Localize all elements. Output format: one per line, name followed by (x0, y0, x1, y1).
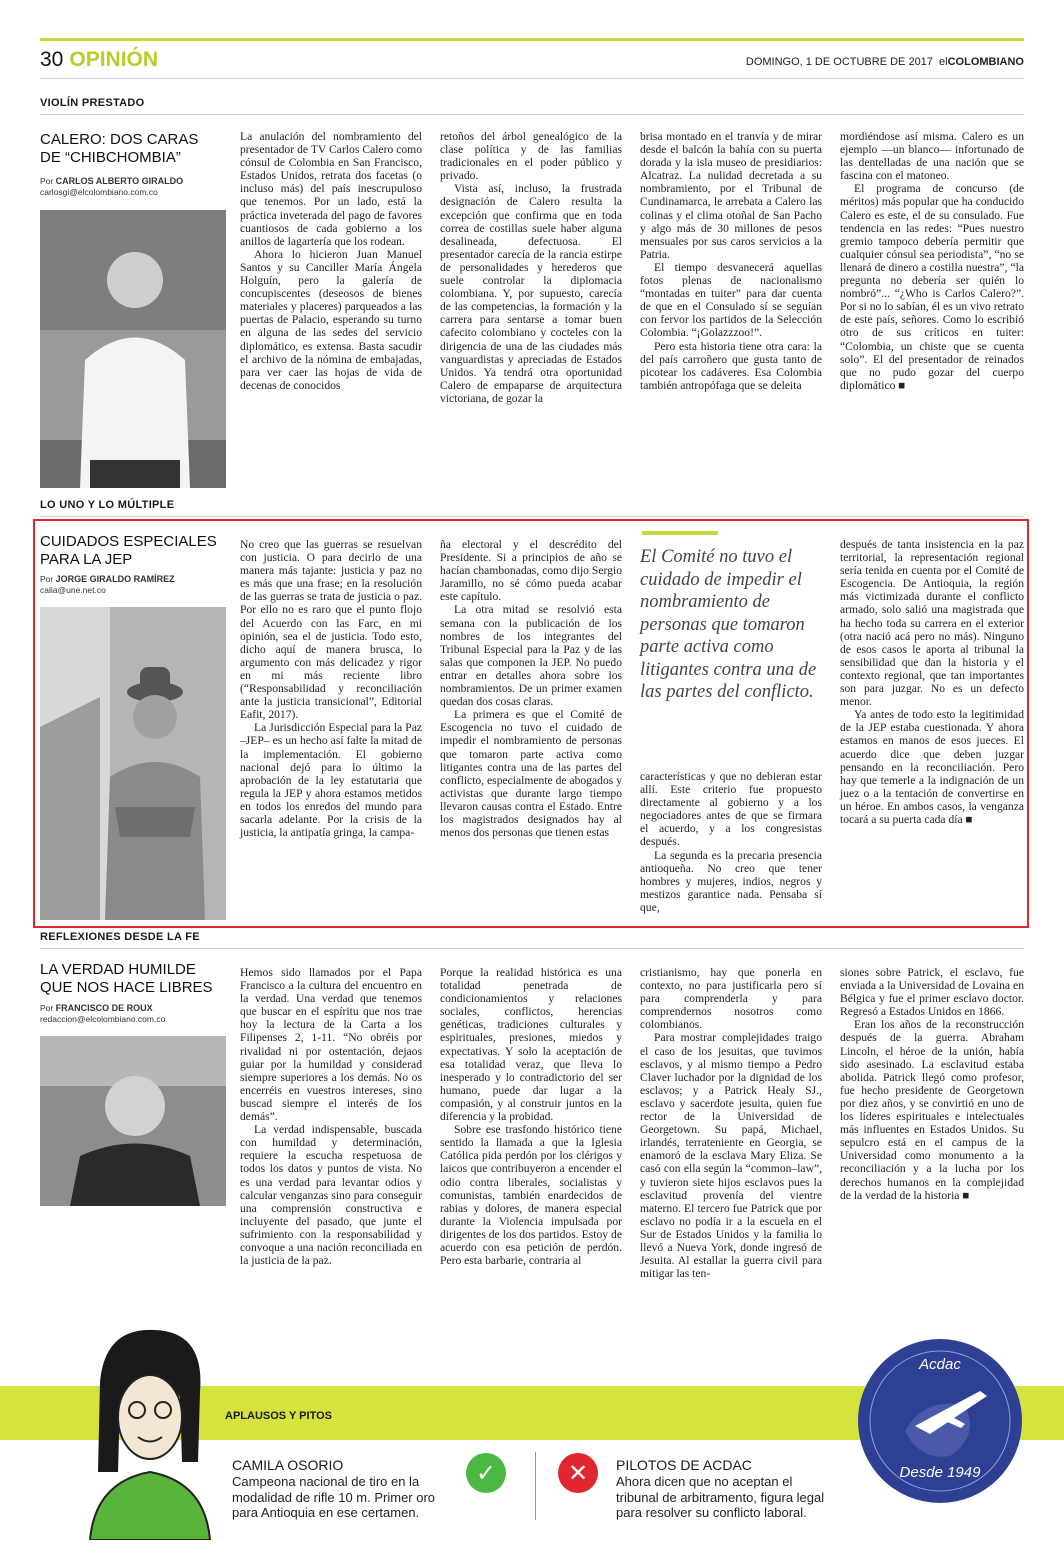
pull-quote: El Comité no tuvo el cuidado de impedir el nombramiento de personas que tomaron parte activa como litigantes contra una de las partes del conflicto. (640, 547, 817, 702)
column-separator (535, 1452, 536, 1520)
check-icon: ✓ (466, 1453, 506, 1493)
divider (40, 114, 1024, 115)
divider (40, 948, 1024, 949)
article2-column-2 (440, 538, 622, 839)
author-email[interactable]: carlosgi@elcolombiano.com.co (40, 187, 158, 197)
paragraph: Vista así, incluso, la frustrada designación de Calero resulta la excepción que confirma que en toda correa de costillas suele haber alguna desalineada, defectuosa. El presentador carecía de la rancia estirpe de personalidades y herederos que suele controlar la diplomacia colombiana. Y, por supuesto, carecía de las competencias, la formación y la carrera para sentarse a tomar buen cafecito colombiano y cocteles con la dirigencia de una de las ciudades más vanguardistas y apreciadas de Estados Unidos. Ya tendrá otra oportunidad Calero de empaparse de arquitectura victoriana, de gozar la (440, 182, 622, 405)
caricature-illustration (80, 1322, 220, 1540)
article2-column-3 (640, 770, 822, 914)
applause-label: APLAUSOS Y PITOS (225, 1410, 332, 1422)
portrait-image (40, 607, 226, 920)
applause-text: Campeona nacional de tiro en la modalidad de rifle 10 m. Primer oro para Antioquia en ese certamen. (232, 1474, 436, 1520)
paragraph: Ya antes de todo esto la legitimidad de la JEP estaba cuestionada. Y ahora estamos en manos de esos jueces. El acuerdo dice que deben juzgar pensando en la reconciliación. Pero hay que temerle a la indignación de un juez o a la tentación de convertirse en un héroe. En ambos casos, la venganza tocará a su puerta cada día ■ (840, 708, 1024, 826)
header-divider (40, 78, 1024, 79)
portrait-image (40, 210, 226, 488)
badge-top-text: Acdac (919, 1356, 961, 1373)
section-name: OPINIÓN (69, 48, 159, 71)
paragraph: La verdad indispensable, buscada con humildad y determinación, requiere la escucha respetuosa de todos los datos y puntos de vista. No es una verdad para levantar odios y calcular venganzas sino para conseguir una comprensión constructiva e incluyente del pasado, que junte el sufrimiento con la responsabilidad y convoque a una nación reconciliada en la justicia de la paz. (240, 1123, 422, 1268)
acdac-badge (855, 1336, 1025, 1506)
paragraph: El programa de concurso (de méritos) más popular que ha conducido Calero es este, el de su consulado. Fue tendencia en las redes: “Pues nuestro gremio tampoco debería permitir que cualquier cónsul sea periodista”, “no se llenará de dinero a costilla nuestra”, “la pregunta no debería ser quién lo nombró”... “¿Who is Carlos Calero?”. Por si no lo sabían, él es un vivo retrato de este país, señores. Como lo escribió otro de sus críticos en tuiter: “Colombia, un chiste que se cuenta solo”. El del presentador de reinados que no pudo gozar del cuerpo diplomático ■ (840, 182, 1024, 392)
paragraph: mordiéndose así misma. Calero es un ejemplo —un blanco— infortunado de las dentelladas de una nación que se fascina con el matoneo. (840, 130, 1024, 183)
paragraph: Ahora lo hicieron Juan Manuel Santos y su Canciller María Ángela Holguín, pero la galería de concupiscentes (deseosos de bienes materiales y placeres) parqueados a las puertas de Palacio, esperando su turno en alguna de las sedes del servicio diplomático, es extensa. Basta sacudir el archivo de la nómina de embajadas, para ver caer las hojas de vida de decenas de conocidos (240, 247, 422, 392)
dateline (746, 56, 1024, 68)
paper-prefix: el (939, 56, 948, 68)
paragraph: Eran los años de la reconstrucción después de la guerra. Abraham Lincoln, el héroe de la unión, había sido asesinado. La esclavitud estaba abolida. Patrick llegó como profesor, fue hecho presidente de Georgetown por diez años, y se convirtió en uno de los líderes espirituales e intelectuales más influentes en Estados Unidos. Su sepulcro está en el campus de la Universidad como monumento a la reconciliación y a la lucha por los derechos humanos en la complejidad de la verdad de la historia ■ (840, 1018, 1024, 1202)
paragraph: La primera es que el Comité de Escogencia no tuvo el cuidado de impedir el nombramiento de personas que tomaron parte activa como litigantes contra una de las partes del conflicto, especialmente de abogados y activistas que durante largo tiempo llevaron causas contra el Estado. Entre los magistrados designados hay al menos dos personas que tienen estas (440, 708, 622, 840)
paragraph: cristianismo, hay que ponerla en contexto, no para justificarla pero sí para comprenderla y para comprendernos nosotros como colombianos. (640, 966, 822, 1032)
pull-quote-accent (642, 531, 718, 535)
article2-column-4 (840, 538, 1024, 826)
paragraph: ña electoral y el descrédito del Presidente. Si a principios de año se hacían chambonadas, como dijo Sergio Jaramillo, no sé cómo pueda acabar este capítulo. (440, 538, 622, 604)
article1-byline (40, 176, 230, 198)
portrait-image (40, 1036, 226, 1206)
author-name: CARLOS ALBERTO GIRALDO (55, 176, 184, 186)
article3-column-4 (840, 966, 1024, 1202)
article2-column-1 (240, 538, 422, 839)
paragraph: La Jurisdicción Especial para la Paz –JEP– es un hecho así falte la mitad de la implementación. El gobierno nacional dejó para lo último la aprobación de la ley estatutaria que regula la JEP y ahora estamos metidos en todos los enredos del mundo para sacarla adelante. Por la crisis de la justicia, la antipatía gringa, la campa- (240, 721, 422, 840)
paragraph: siones sobre Patrick, el esclavo, fue enviada a la Universidad de Lovaina en Bélgica y fue el primer esclavo doctor. Regresó a Estados Unidos en 1866. (840, 966, 1024, 1019)
article2-byline (40, 574, 230, 596)
whistle-name: PILOTOS DE ACDAC (616, 1457, 752, 1473)
author-name: JORGE GIRALDO RAMÍREZ (55, 574, 175, 584)
badge-bottom-text: Desde 1949 (899, 1464, 981, 1481)
author-photo (40, 210, 226, 488)
paragraph: La segunda es la precaria presencia antioqueña. No creo que tener hombres y mujeres, indios, negros y mestizos garantice nada. Pensaba sí que, (640, 848, 822, 914)
header-accent-line (40, 38, 1024, 41)
author-photo (40, 607, 226, 920)
paragraph: retoños del árbol genealógico de la clase política y de las familias tradicionales en el poder público y privado. (440, 130, 622, 183)
issue-date: DOMINGO, 1 DE OCTUBRE DE 2017 (745, 56, 933, 68)
author-name: FRANCISCO DE ROUX (55, 1003, 153, 1013)
section-label-article2: LO UNO Y LO MÚLTIPLE (40, 499, 175, 511)
applause-name: CAMILA OSORIO (232, 1457, 344, 1473)
divider (40, 516, 1024, 517)
page-number: 30 (40, 48, 64, 71)
article3-byline (40, 1003, 230, 1025)
byline-prefix: Por (40, 176, 56, 186)
article1-column-4 (840, 130, 1024, 392)
paragraph: No creo que las guerras se resuelvan con justicia. O para decirlo de una manera más tajante: justicia y paz no es más que una frase; en la resolución de las guerras se trata de justicia o paz. Por ello no es raro que el punto flojo del Acuerdo con las Farc, en mi opinión, sea el de justicia. Todo esto, dicho aquí de manera brusca, lo argumento con más delicadez y rigor en mi más reciente libro (“Responsabilidad y reconciliación ante la justicia transicional”, Editorial Eafit, 2017). (240, 538, 422, 722)
paragraph: brisa montado en el tranvía y de mirar desde el balcón la bahía con su puerta dorada y la isla museo de presidiarios: Alcatraz. La nulidad decretada a su nombramiento, por el Tribunal de Cundinamarca, le arrebata a Calero las colinas y el clima otoñal de San Pacho y algo más de 30 millones de pesos mensuales por sus caros servicios a la Patria. (640, 130, 822, 261)
paragraph: Pero esta historia tiene otra cara: la del país carroñero que gusta tanto de picotear los cadáveres. Esa Colombia también antropófaga que se deleita (640, 339, 822, 392)
article1-column-3 (640, 130, 822, 392)
paragraph: después de tanta insistencia en la paz territorial, la representación regional sería tenida en cuenta por el Comité de Escogencia. De Antioquia, la región más victimizada durante el conflicto armado, solo salió una magistrada que ha hecho toda su carrera en el exterior (otra nació acá pero no más). Ninguno de esos casos le aporta al tribunal la sensibilidad que dan la historia y el contexto regional, que tan importantes son para juzgar. No es un defecto menor. (840, 538, 1024, 709)
paragraph: Para mostrar complejidades traigo el caso de los jesuitas, que tuvimos esclavos, y al mismo tiempo a Pedro Claver luchador por la dignidad de los esclavos; y a Patrick Healy SJ., esclavo y sacerdote jesuita, quien fue rector de la Universidad de Georgetown. Su papá, Michael, irlandés, terrateniente en Georgia, se enamoró de la esclava Mary Eliza. Se casó con ella según la “common–law”, y tuvieron siete hijos esclavos pues la esclavitud provenía del vientre materno. El tercero fue Patrick que por esclavo no podía ir a la escuela en el Sur de Estados Unidos y la familia lo llevó a Nueva York, donde ingresó de Jesuita. Al estallar la guerra civil para mitigar las ten- (640, 1031, 822, 1281)
page-header (40, 48, 158, 72)
author-email[interactable]: redaccion@elcolombiano.com.co (40, 1014, 166, 1024)
article1-headline: CALERO: DOS CARAS DE “CHIBCHOMBIA” (40, 131, 199, 166)
article3-headline: LA VERDAD HUMILDE QUE NOS HACE LIBRES (40, 961, 213, 996)
whistle-text: Ahora dicen que no aceptan el tribunal de arbitramento, figura legal para resolver su conflicto laboral. (616, 1474, 825, 1520)
paper-name: COLOMBIANO (947, 56, 1024, 68)
paragraph: La otra mitad se resolvió esta semana con la publicación de los nombres de los integrantes del Tribunal Especial para la Paz y de las salas que componen la JEP. No puedo entrar en detalles ahora sobre los nombramientos. De un primer examen quedan dos cosas claras. (440, 603, 622, 709)
section-label-article3: REFLEXIONES DESDE LA FE (40, 931, 200, 943)
paragraph: Porque la realidad histórica es una totalidad penetrada de condicionamientos y relaciones sociales, conflictos, herencias genéticas, tradiciones culturales y espirituales, presiones, miedos y expectativas. Y solo la aceptación de esa totalidad veraz, que lleva lo inesperado y lo contradictorio del ser humano, puede dar lugar a la compasión, y al construir juntos en la diferencia y la probidad. (440, 966, 622, 1124)
paragraph: El tiempo desvanecerá aquellas fotos plenas de nacionalismo “montadas en tuiter” para dar cuenta de que en el Consulado sí se seguían con fervor los partidos de la Selección Colombia. “¡Golazzzoo!”. (640, 260, 822, 340)
article3-column-2 (440, 966, 622, 1267)
author-photo (40, 1036, 226, 1206)
byline-prefix: Por (40, 574, 56, 584)
paragraph: Hemos sido llamados por el Papa Francisco a la cultura del encuentro en la verdad. Una verdad que tenemos que buscar en el espíritu que nos trae hoy la lectura de la Carta a los Filipenses 2, 1-11. “No obréis por rivalidad ni por ostentación, dejaos guiar por la humildad y considerad siempre superiores a los demás. No os encerréis en vuestros intereses, sino buscad siempre el interés de los demás”. (240, 966, 422, 1124)
cross-icon: ✕ (558, 1453, 598, 1493)
article1-column-1 (240, 130, 422, 392)
paragraph: La anulación del nombramiento del presentador de TV Carlos Calero como cónsul de Colombia en San Francisco, Estados Unidos, retrata dos facetas (o incluso más) del país inescrupuloso que tenemos. Por un lado, está la práctica inveterada del pago de favores cuantiosos de cada gobierno a los anillos de lagartería que los rodean. (240, 130, 422, 248)
article1-column-2 (440, 130, 622, 405)
paragraph: Sobre ese trasfondo histórico tiene sentido la llamada a que la Iglesia Católica pida perdón por los clérigos y laicos que contribuyeron a encender el odio contra liberales, socialistas y comunistas, también enardecidos de rabias y dolores, de manera especial durante la Violencia impulsada por dirigentes de los dos partidos. Estoy de acuerdo con esa petición de perdón. Pero esta barbarie, contraria al (440, 1123, 622, 1268)
section-label-article1: VIOLÍN PRESTADO (40, 97, 145, 109)
article3-column-1 (240, 966, 422, 1267)
article2-headline: CUIDADOS ESPECIALES PARA LA JEP (40, 533, 217, 568)
byline-prefix: Por (40, 1003, 56, 1013)
author-email[interactable]: calia@une.net.co (40, 585, 106, 595)
article3-column-3 (640, 966, 822, 1280)
paragraph: características y que no debieran estar allí. Este criterio fue propuesto directamente al gobierno y a los negociadores antes de que se firmara el acuerdo, y a los congresistas después. (640, 770, 822, 849)
